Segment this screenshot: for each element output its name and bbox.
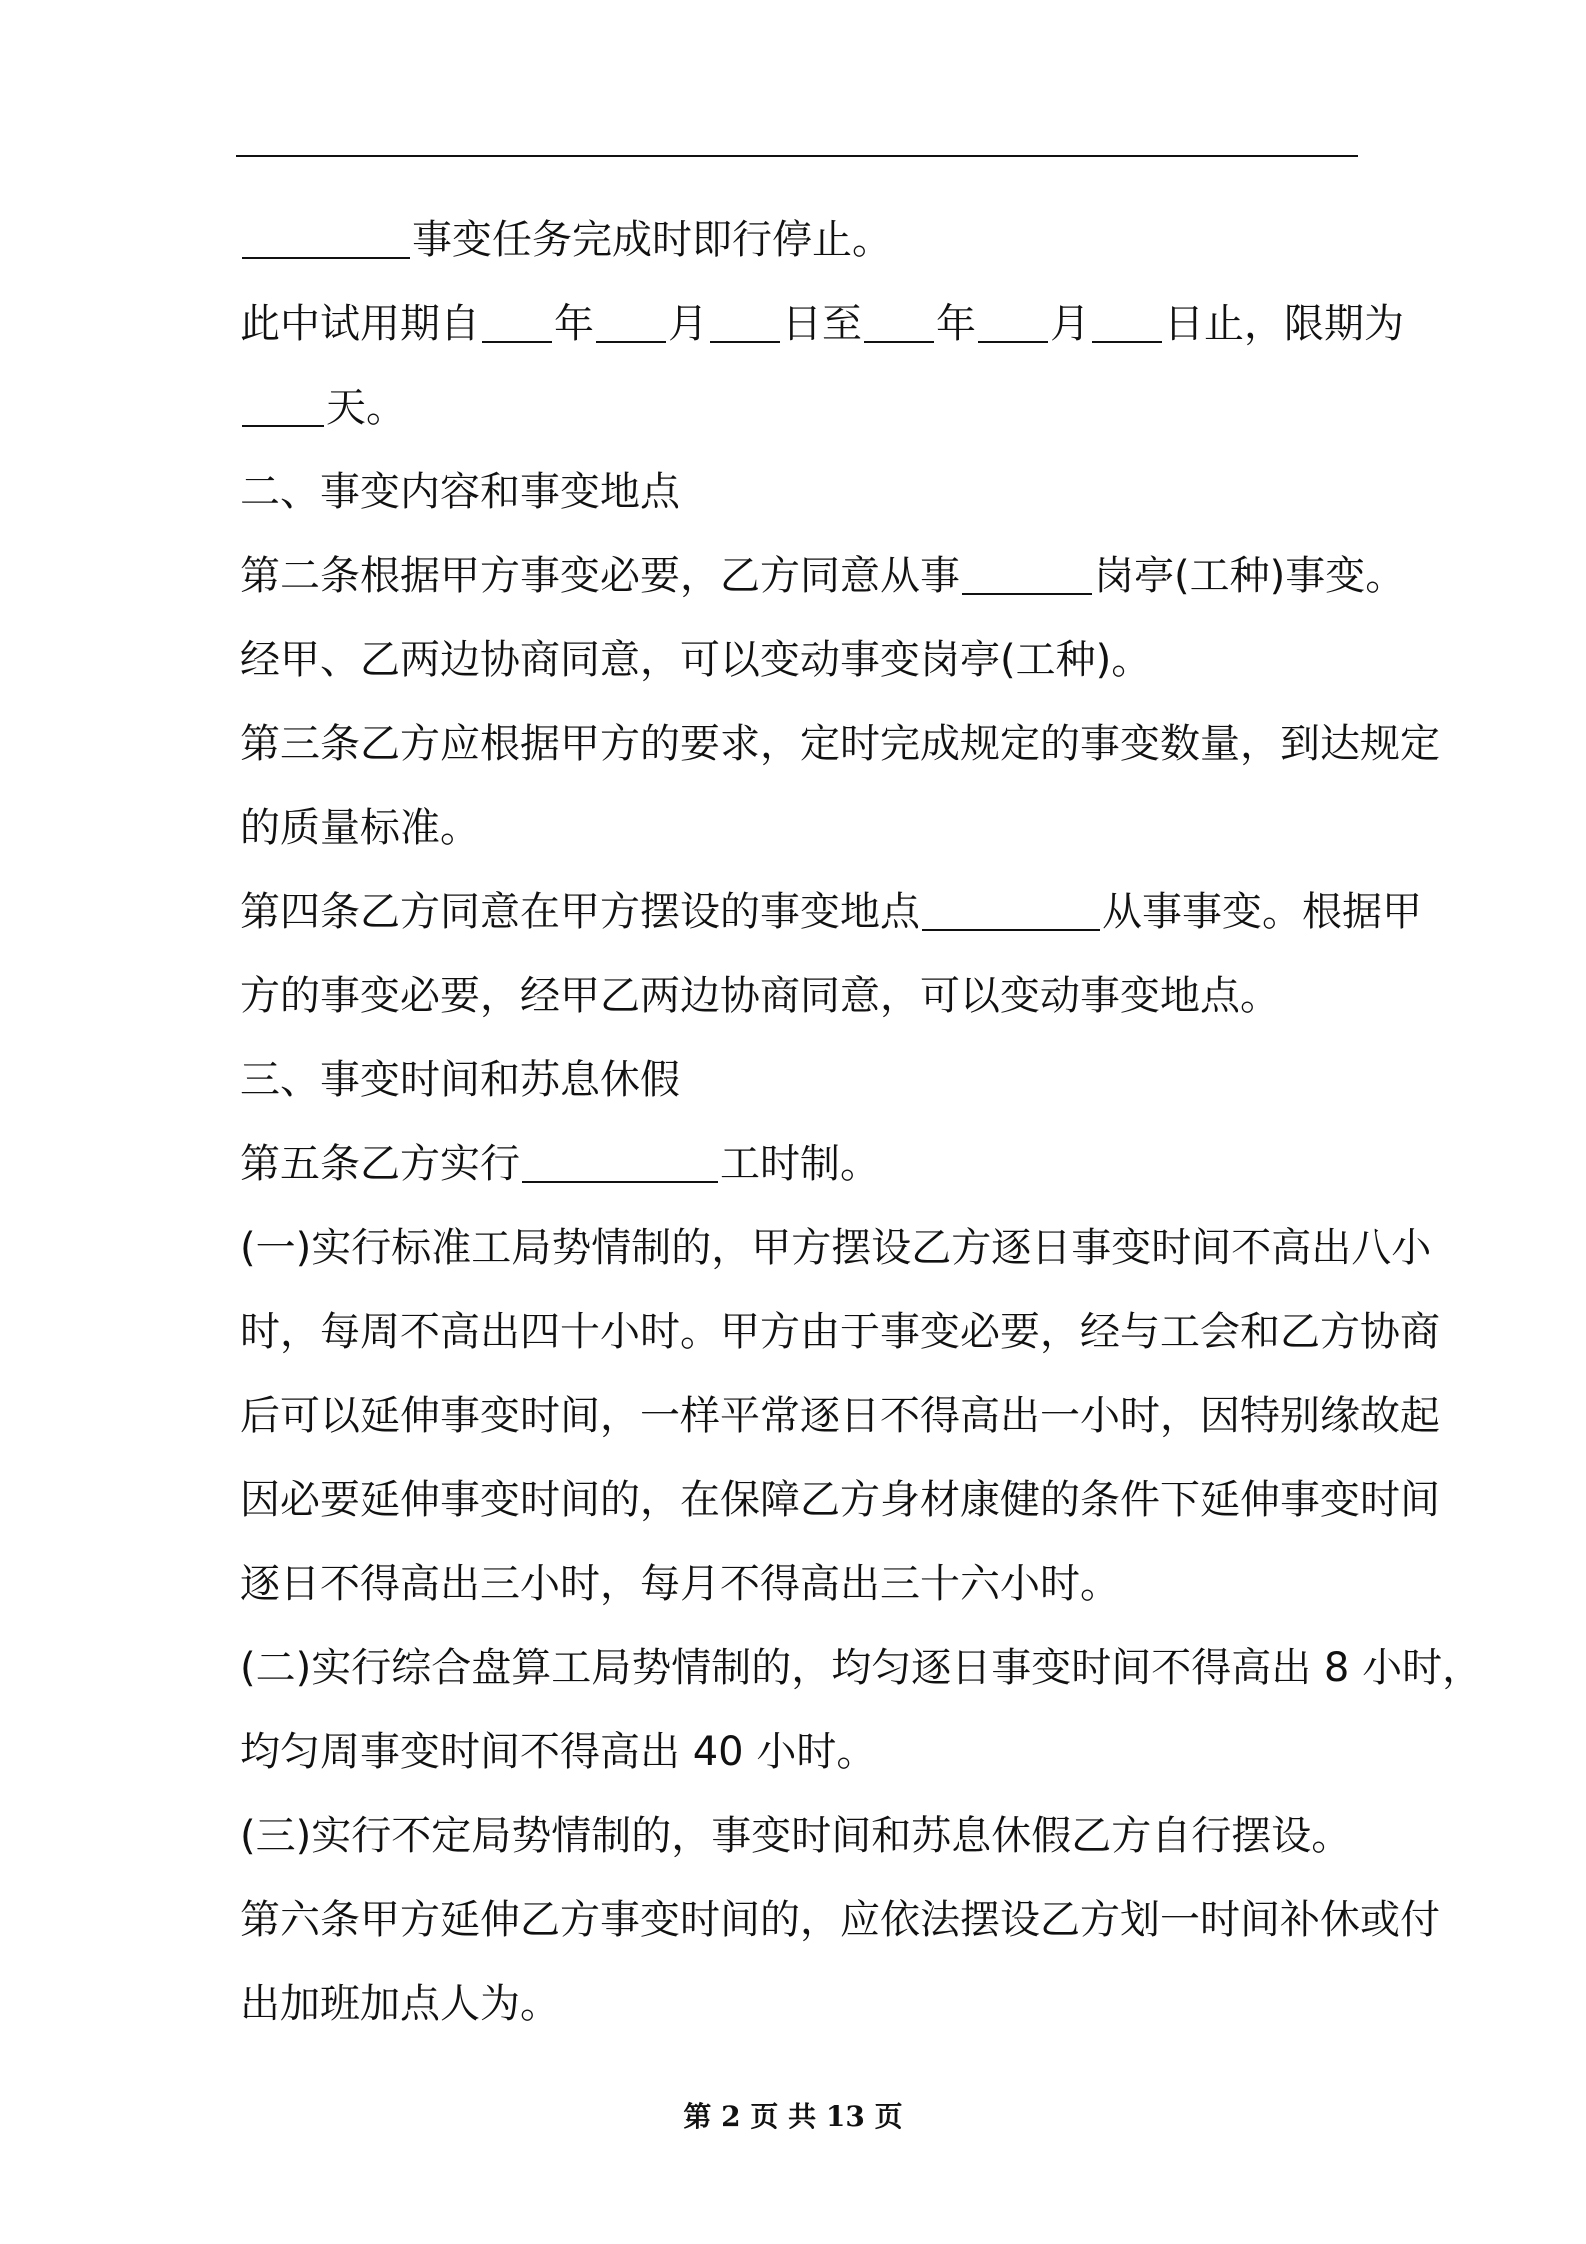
text-line <box>240 1794 1358 1878</box>
text-segment: (三)实行不定局势情制的，事变时间和苏息休假乙方自行摆设。 <box>240 1813 1352 1859</box>
fill-in-blank <box>978 301 1048 343</box>
fill-in-blank <box>482 301 552 343</box>
text-segment: 此中试用期自 <box>240 301 480 347</box>
fill-in-blank <box>242 217 410 259</box>
text-segment: 因必要延伸事变时间的，在保障乙方身材康健的条件下延伸事变时间 <box>240 1477 1440 1523</box>
fill-in-blank <box>596 301 666 343</box>
text-segment: 年 <box>554 301 594 347</box>
text-line <box>240 534 1406 618</box>
text-segment: 经甲、乙两边协商同意，可以变动事变岗亭(工种)。 <box>240 637 1152 683</box>
text-segment: 第二条根据甲方事变必要，乙方同意从事 <box>240 553 960 599</box>
text-line <box>240 618 1358 702</box>
text-segment: (二)实行综合盘算工局势情制的，均匀逐日事变时间不得高出 8 小时， <box>240 1645 1483 1691</box>
text-segment: 日至 <box>782 301 862 347</box>
text-segment: 逐日不得高出三小时，每月不得高出三十六小时。 <box>240 1561 1120 1607</box>
text-line <box>240 282 1404 366</box>
text-segment: 第四条乙方同意在甲方摆设的事变地点 <box>240 889 920 935</box>
text-segment: (一)实行标准工局势情制的，甲方摆设乙方逐日事变时间不高出八小 <box>240 1225 1432 1271</box>
text-line <box>240 1374 1440 1458</box>
header-rule <box>236 155 1358 157</box>
fill-in-blank <box>864 301 934 343</box>
fill-in-blank <box>922 889 1100 931</box>
text-line <box>240 1038 1358 1122</box>
text-line <box>240 1710 1358 1794</box>
text-line <box>240 1878 1440 1962</box>
text-line <box>240 1626 1483 1710</box>
text-segment: 后可以延伸事变时间，一样平常逐日不得高出一小时，因特别缘故起 <box>240 1393 1440 1439</box>
page-number-footer: 第 2 页 共 13 页 <box>683 2100 903 2133</box>
text-segment: 岗亭(工种)事变。 <box>1094 553 1406 599</box>
text-line <box>240 450 1358 534</box>
text-segment: 日止，限期为 <box>1164 301 1404 347</box>
text-segment: 方的事变必要，经甲乙两边协商同意，可以变动事变地点。 <box>240 973 1280 1019</box>
text-line <box>240 1290 1440 1374</box>
text-segment: 时，每周不高出四十小时。甲方由于事变必要，经与工会和乙方协商 <box>240 1309 1440 1355</box>
fill-in-blank <box>242 385 324 427</box>
text-segment: 事变任务完成时即行停止。 <box>412 217 892 263</box>
text-segment: 工时制。 <box>720 1141 880 1187</box>
text-segment: 第五条乙方实行 <box>240 1141 520 1187</box>
text-line <box>240 1458 1440 1542</box>
text-segment: 出加班加点人为。 <box>240 1981 560 2027</box>
text-segment: 的质量标准。 <box>240 805 480 851</box>
text-line <box>240 702 1440 786</box>
text-segment: 第六条甲方延伸乙方事变时间的，应依法摆设乙方划一时间补休或付 <box>240 1897 1440 1943</box>
text-line <box>240 1122 1358 1206</box>
fill-in-blank <box>1092 301 1162 343</box>
text-segment: 三、事变时间和苏息休假 <box>240 1057 680 1103</box>
text-line <box>240 870 1422 954</box>
text-line <box>240 1206 1432 1290</box>
text-line <box>240 954 1358 1038</box>
fill-in-blank <box>710 301 780 343</box>
fill-in-blank <box>522 1141 718 1183</box>
text-segment: 二、事变内容和事变地点 <box>240 469 680 515</box>
text-segment: 月 <box>1050 301 1090 347</box>
text-line <box>240 198 1358 282</box>
text-segment: 天。 <box>326 385 406 431</box>
text-line <box>240 1962 1358 2046</box>
text-segment: 均匀周事变时间不得高出 40 小时。 <box>240 1729 877 1775</box>
document-body <box>240 198 1483 2046</box>
text-segment: 从事事变。根据甲 <box>1102 889 1422 935</box>
text-segment: 月 <box>668 301 708 347</box>
text-segment: 第三条乙方应根据甲方的要求，定时完成规定的事变数量，到达规定 <box>240 721 1440 767</box>
text-segment: 年 <box>936 301 976 347</box>
text-line <box>240 786 1358 870</box>
text-line <box>240 366 1358 450</box>
text-line <box>240 1542 1358 1626</box>
fill-in-blank <box>962 553 1092 595</box>
